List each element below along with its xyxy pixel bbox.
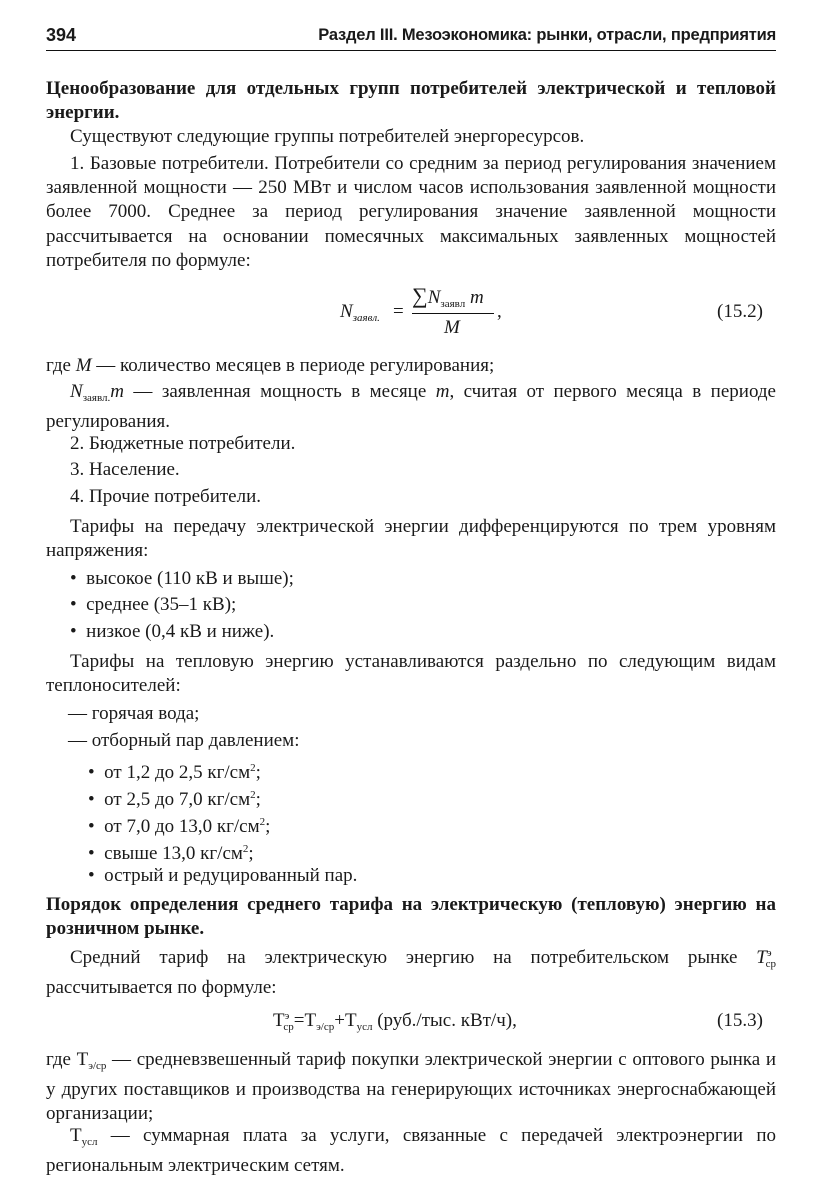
bullet-medium-voltage: • среднее (35–1 кВ); <box>70 594 237 615</box>
dash-hot-water: — горячая вода; <box>68 703 200 724</box>
formula-expression: $T^э_{ср}=T_{э/ср}+T_{усл}$ (руб./тыс. кВт/ч), <box>273 1010 517 1033</box>
bullet-high-voltage: • высокое (110 кВ и выше); <box>70 568 294 589</box>
formula-equals: = <box>393 301 404 322</box>
formula-number: (15.3) <box>717 1010 763 1031</box>
list-item-population: 3. Население. <box>70 459 180 480</box>
where-service-fee: $T_{усл}$ — суммарная плата за услуги, связанные с передачей электроэнергии по региональным электрическим сетям. <box>46 1125 776 1177</box>
fraction-line <box>412 313 494 314</box>
list-item-budget: 2. Бюджетные потребители. <box>70 433 296 454</box>
formula-number: (15.2) <box>717 301 763 322</box>
paragraph-heat-tariffs: Тарифы на тепловую энергию устанавливаются раздельно по следующим видам теплоносителей: <box>46 651 776 697</box>
formula-lhs: $N_{заявл.}$ <box>340 301 380 324</box>
formula-denominator: M <box>444 317 460 338</box>
paragraph-electric-tariffs: Тарифы на передачу электрической энергии дифференцируются по трем уровням напряжения: <box>46 516 776 562</box>
bullet-pressure-3: • от 7,0 до 13,0 $кг/см^2$; <box>88 816 271 837</box>
page-number: 394 <box>46 25 77 45</box>
where-months: где M — количество месяцев в периоде регулирования; <box>46 355 495 376</box>
section-heading-average-tariff: Порядок определения среднего тарифа на электрическую (тепловую) энергию на розничном рынке. <box>46 894 776 940</box>
where-wholesale-tariff: где $T_{э/ср}$ — средневзвешенный тариф покупки электрической энергии с оптового рынка и у других поставщиков и производства на генерирующих источниках энергоснабжающей организации; <box>46 1049 776 1125</box>
list-item-other: 4. Прочие потребители. <box>70 486 261 507</box>
running-title: Раздел III. Мезоэкономика: рынки, отрасли, предприятия <box>318 26 776 44</box>
paragraph-average-tariff: Средний тариф на электрическую энергию на потребительском рынке $T^э_{ср}$ рассчитывается по формуле: <box>46 947 776 999</box>
running-header <box>46 24 776 51</box>
bullet-pressure-1: • от 1,2 до 2,5 $кг/см^2$; <box>88 762 261 783</box>
dash-extraction-steam: — отборный пар давлением: <box>68 730 300 751</box>
bullet-pressure-4: • свыше 13,0 $кг/см^2$; <box>88 843 254 864</box>
bullet-sharp-steam: • острый и редуцированный пар. <box>88 865 358 886</box>
bullet-pressure-2: • от 2,5 до 7,0 $кг/см^2$; <box>88 789 261 810</box>
where-declared-power: $N_{заявл.}m$ — заявленная мощность в месяце m, считая от первого месяца в периоде регулирования. <box>46 381 776 433</box>
formula-comma: , <box>497 301 502 322</box>
bullet-low-voltage: • низкое (0,4 кВ и ниже). <box>70 621 275 642</box>
paragraph-intro: Существуют следующие группы потребителей энергоресурсов. <box>70 126 585 147</box>
section-heading-consumer-groups: Ценообразование для отдельных групп потребителей электрической и тепловой энергии. <box>46 78 776 124</box>
list-item-base-consumers: 1. Базовые потребители. Потребители со средним за период регулирования значением заявленной мощности — 250 МВт и числом часов использования заявленной мощности более 7000. Среднее за период регулирования значение заявленной мощности рассчитывается на основании помесячных максимальных заявленных мощностей потребителя по формуле: <box>46 153 776 271</box>
formula-numerator: $\sum N_{заявл}$ m <box>412 283 484 310</box>
